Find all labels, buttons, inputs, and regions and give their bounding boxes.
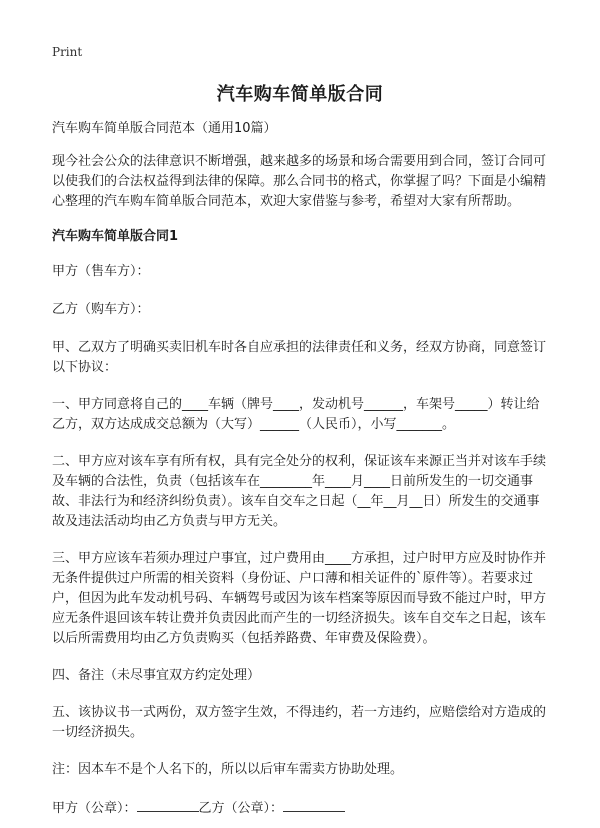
party-a-line: 甲方（售车方）： (52, 264, 150, 279)
clause-3: 三、甲方应该车若须办理过户事宜，过户费用由____方承担，过户时甲方应及时协作并无条件提供过户所需的相关资料（身份证、户口薄和相关证件的`原件等）。若要求过户，但因为此车发动机号码、车辆驾号或因为该车档案等原因而导致不能过户时，甲方应无条件退回该车转让费并负责因此而产生的一切经济损失。该车自交车之日起，该车以后所需费用均由乙方负责购买（包括养路费、年审费及保险费）。 (52, 551, 547, 646)
section-heading: 汽车购车简单版合同1 (52, 229, 179, 244)
document-body (52, 119, 548, 819)
clause-4: 四、备注（未尽事宜双方约定处理） (52, 668, 261, 683)
document-title: 汽车购车简单版合同 (216, 84, 384, 105)
document-subtitle: 汽车购车简单版合同范本（通用10篇） (52, 121, 277, 136)
clause-5: 五、该协议书一式两份，双方签字生效，不得违约，若一方违约，应赔偿给对方造成的一切经济损失。 (52, 705, 547, 740)
signature-b-label: 乙方（公章）： (198, 801, 284, 816)
clause-2: 二、甲方应对该车享有所有权，具有完全处分的权利，保证该车来源正当并对该车手续及车辆的合法性，负责（包括该车在________年____月____日前所发生的一切交通事故、非法行为和经济纠纷负责）。该车自交车之日起（__年__月__日）所发生的交通事故及违法活动均由乙方负责与甲方无关。 (52, 454, 547, 529)
note-paragraph: 注：因本车不是个人名下的，所以以后审车需卖方协助处理。 (52, 762, 404, 777)
signature-b-blank (283, 797, 345, 812)
signature-a-label: 甲方（公章）： (52, 801, 137, 816)
signature-line (52, 797, 548, 819)
signature-a-blank (137, 797, 199, 812)
print-link[interactable]: Print (52, 45, 83, 59)
party-b-line: 乙方（购车方）： (52, 302, 150, 317)
intro-paragraph: 现今社会公众的法律意识不断增强，越来越多的场景和场合需要用到合同，签订合同可以使我们的合法权益得到法律的保障。那么合同书的格式，你掌握了吗？下面是小编精心整理的汽车购车简单版合同范本，欢迎大家借鉴与参考，希望对大家有所帮助。 (52, 154, 547, 209)
preamble-paragraph: 甲、乙双方了明确买卖旧机车时各自应承担的法律责任和义务，经双方协商，同意签订以下协议： (52, 340, 547, 375)
clause-1: 一、甲方同意将自己的____车辆（牌号____，发动机号______，车架号_____）转让给乙方，双方达成成交总额为（大写）______（人民币），小写_______。 (52, 397, 540, 432)
